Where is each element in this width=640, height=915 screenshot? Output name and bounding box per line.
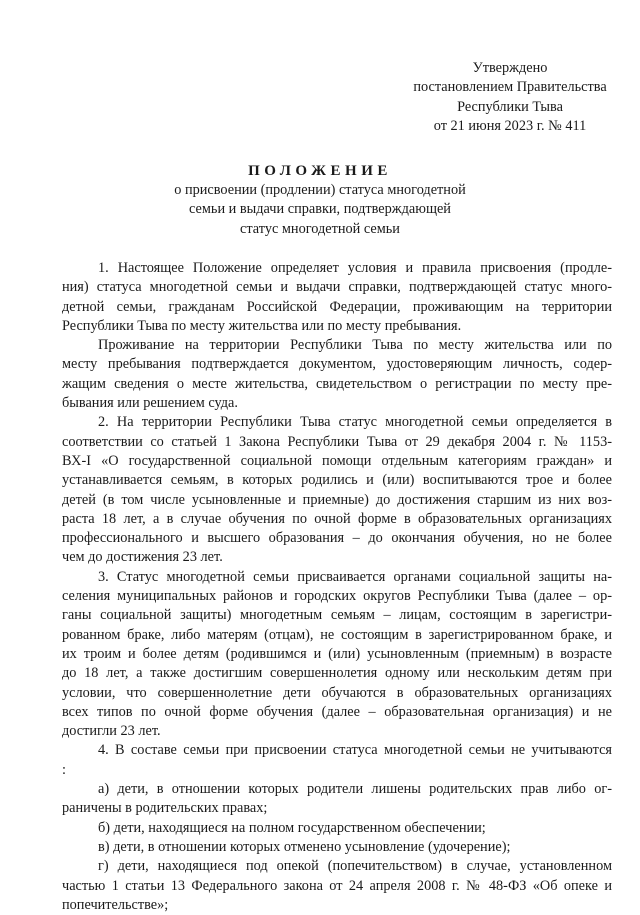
approval-line: Республики Тыва bbox=[457, 98, 563, 115]
text-line: б) дети, находящиеся на полном государственном обеспечении; bbox=[98, 819, 486, 836]
approval-stamp bbox=[400, 59, 620, 137]
text-line: попечительстве»; bbox=[62, 896, 169, 913]
text-line: условии, что совершеннолетние дети обучаются в образовательных организациях bbox=[62, 684, 612, 701]
text-line: ВХ-I «О государственной социальной помощи отдельным категориям граждан» и bbox=[62, 452, 612, 469]
text-line: : bbox=[62, 761, 66, 778]
document-title: ПОЛОЖЕНИЕ bbox=[248, 163, 392, 179]
document-body bbox=[62, 259, 612, 915]
text-line: чем до достижения 23 лет. bbox=[62, 549, 223, 566]
paragraph bbox=[62, 413, 612, 567]
text-line: их троим и более детям (родившимся и (или) усыновленным (приемным) в возрасте bbox=[62, 645, 612, 662]
paragraph bbox=[62, 741, 612, 780]
text-line: ния) статуса многодетной семьи и выдачи справки, подтверждающей статус много- bbox=[62, 279, 612, 296]
paragraph bbox=[62, 780, 612, 819]
paragraph bbox=[62, 259, 612, 336]
subtitle-line: семьи и выдачи справки, подтверждающей bbox=[189, 201, 451, 218]
text-line: соответствии со статьей 1 Закона Республики Тыва от 29 декабря 2004 г. № 1153- bbox=[62, 433, 612, 450]
text-line: частью 1 статьи 13 Федерального закона от 24 апреля 2008 г. № 48-ФЗ «Об опеке и bbox=[62, 877, 612, 894]
text-line: раста 18 лет, а в случае обучения по очной форме в образовательных организациях bbox=[62, 510, 612, 527]
text-line: достигли 23 лет. bbox=[62, 723, 161, 740]
text-line: 2. На территории Республики Тыва статус многодетной семьи определяется в bbox=[98, 414, 612, 431]
paragraph bbox=[62, 857, 612, 915]
paragraph bbox=[62, 838, 612, 857]
text-line: всех типов по очной форме обучения (далее – образовательная организация) и не bbox=[62, 703, 612, 720]
paragraph bbox=[62, 336, 612, 413]
text-line: устанавливается семьям, в которых родились и (или) воспитываются трое и более bbox=[62, 472, 612, 489]
text-line: до 18 лет, а также достигшим совершеннолетия одному или нескольким детям при bbox=[62, 665, 612, 682]
text-line: в) дети, в отношении которых отменено усыновление (удочерение); bbox=[98, 838, 511, 855]
text-line: селения муниципальных районов и городских округов Республики Тыва (далее – ор- bbox=[62, 588, 612, 605]
subtitle-line: статус многодетной семьи bbox=[240, 220, 400, 237]
approval-line: Утверждено bbox=[472, 60, 548, 76]
text-line: 3. Статус многодетной семьи присваивается органами социальной защиты на- bbox=[98, 568, 612, 585]
approval-line: постановлением Правительства bbox=[413, 79, 607, 96]
text-line: бывания или решением суда. bbox=[62, 395, 238, 412]
approval-line: от 21 июня 2023 г. № 411 bbox=[433, 118, 587, 135]
text-line: Республики Тыва по месту жительства или по месту пребывания. bbox=[62, 317, 462, 334]
text-line: Проживание на территории Республики Тыва по месту жительства или по bbox=[98, 337, 612, 354]
text-line: 1. Настоящее Положение определяет условия и правила присвоения (продле- bbox=[98, 260, 612, 276]
subtitle-line: о присвоении (продлении) статуса многодетной bbox=[174, 182, 466, 198]
text-line: г) дети, находящиеся под опекой (попечительством) в случае, установленном bbox=[98, 858, 612, 875]
text-line: раничены в родительских правах; bbox=[62, 800, 268, 817]
text-line: а) дети, в отношении которых родители лишены родительских прав либо ог- bbox=[98, 781, 612, 798]
text-line: месту пребывания подтверждается документом, удостоверяющим личность, содер- bbox=[62, 356, 612, 373]
text-line: жащим сведения о месте жительства, свидетельством о регистрации по месту пре- bbox=[62, 375, 612, 392]
text-line: детей (в том числе усыновленные и приемные) до достижения старшим из них воз- bbox=[62, 491, 612, 508]
text-line: 4. В составе семьи при присвоении статуса многодетной семьи не учитываются bbox=[98, 742, 612, 759]
document-header bbox=[60, 162, 580, 239]
text-line: ганы социальной защиты) многодетным семьям – лицам, состоящим в зарегистри- bbox=[62, 607, 612, 624]
document-subtitle bbox=[60, 181, 580, 239]
paragraph bbox=[62, 819, 612, 838]
text-line: детной семьи, гражданам Российской Федерации, проживающим на территории bbox=[62, 298, 612, 315]
paragraph bbox=[62, 568, 612, 742]
text-line: рованном браке, либо матерям (отцам), не состоящим в зарегистрированном браке, и bbox=[62, 626, 612, 643]
text-line: профессионального и высшего образования – до окончания обучения, но не более bbox=[62, 530, 612, 547]
